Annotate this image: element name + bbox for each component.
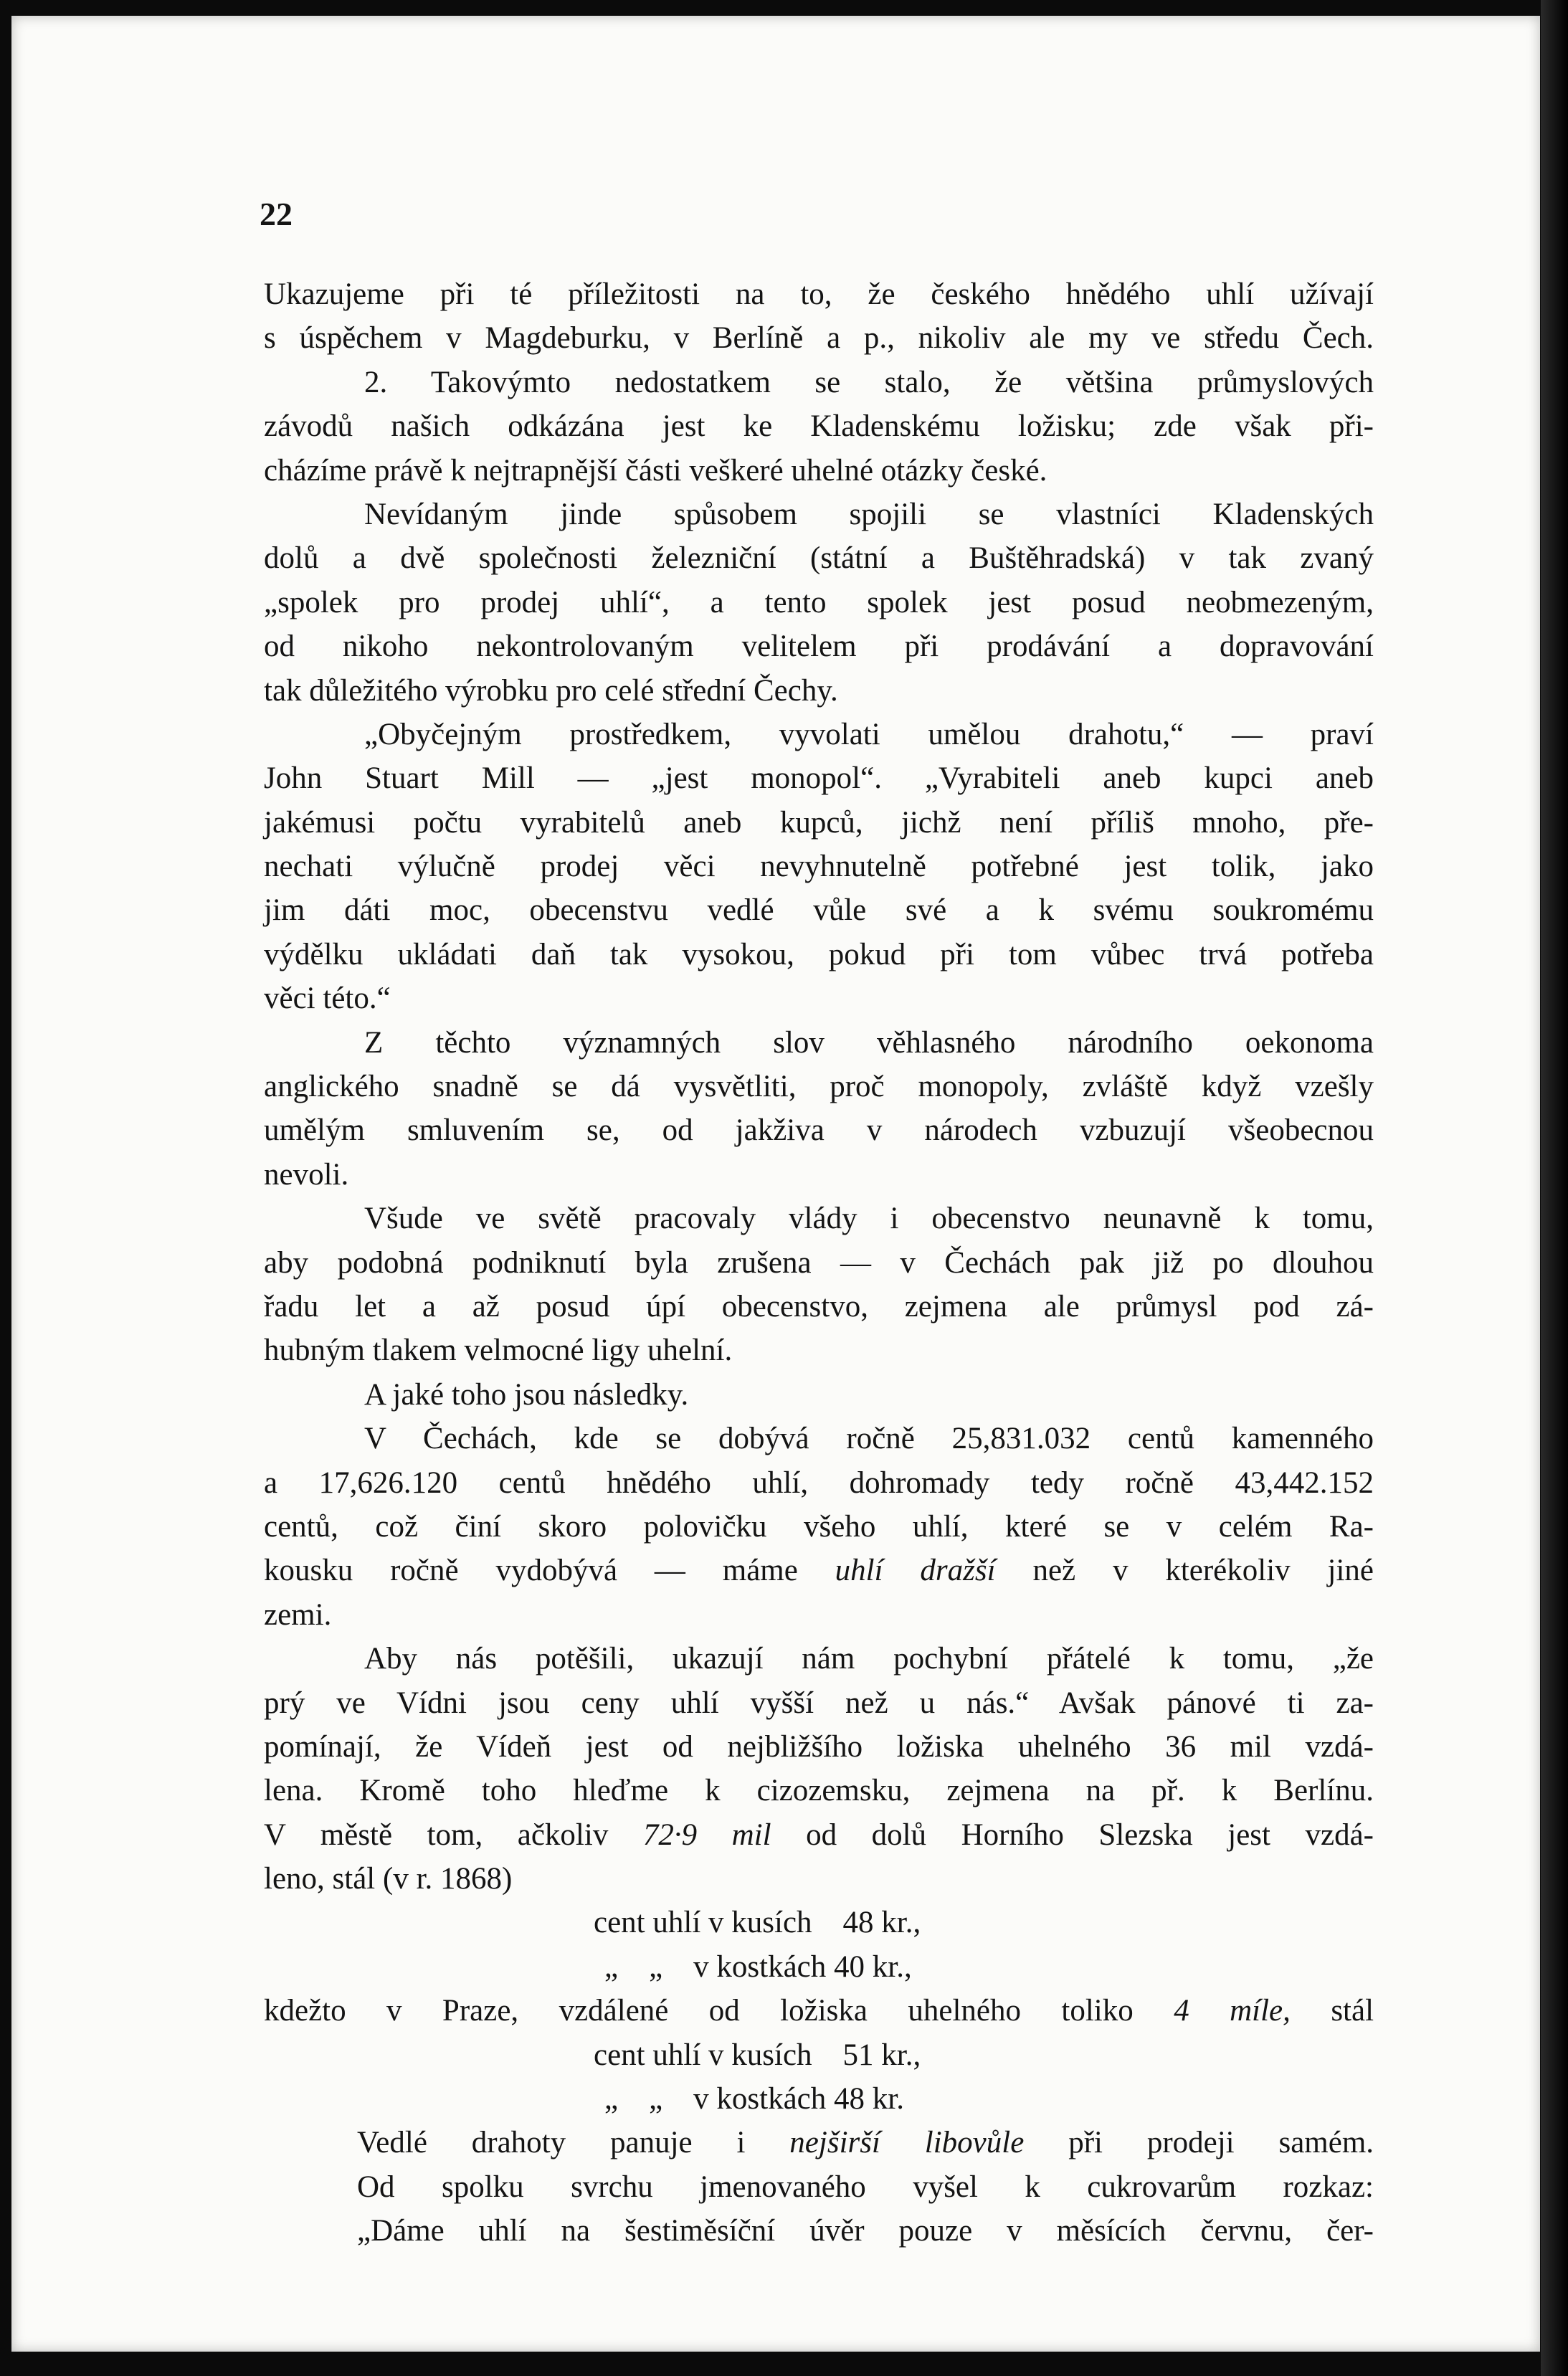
- text-line: V Čechách, kde se dobývá ročně 25,831.032 centů kamenného: [364, 1422, 1374, 1456]
- text-line: od nikoho nekontrolovaným velitelem při prodávání a dopravování: [264, 629, 1374, 664]
- text-line: Aby nás potěšili, ukazují nám pochybní přátelé k tomu, „že: [364, 1642, 1374, 1676]
- emphasis-text: 4 míle,: [1174, 1994, 1291, 2028]
- text-line: Od spolku svrchu jmenovaného vyšel k cukrovarům rozkaz:: [357, 2170, 1374, 2204]
- text-line: Nevídaným jinde spůsobem spojili se vlastníci Kladenských: [364, 497, 1374, 531]
- text-fragment: při prodeji samém.: [1068, 2126, 1374, 2160]
- text-line: zemi.: [264, 1597, 332, 1632]
- price-line: cent uhlí v kusích 51 kr.,: [594, 2038, 921, 2072]
- text-line: dolů a dvě společnosti železniční (státní a Buštěhradská) v tak zvaný: [264, 541, 1374, 576]
- text-line: jim dáti moc, obecenstvu vedlé vůle své a k svému soukromému: [264, 893, 1374, 928]
- text-line: „Dáme uhlí na šestiměsíční úvěr pouze v měsících červnu, čer-: [357, 2214, 1374, 2248]
- text-line: [264, 1549, 1374, 1592]
- text-line: prý ve Vídni jsou ceny uhlí vyšší než u nás.“ Avšak pánové ti za-: [264, 1686, 1374, 1720]
- text-line: nevoli.: [264, 1157, 349, 1192]
- text-line: A jaké toho jsou následky.: [364, 1377, 689, 1412]
- text-fragment: kousku ročně vydobývá — máme: [264, 1554, 798, 1588]
- text-line: „spolek pro prodej uhlí“, a tento spolek jest posud neobmezeným,: [264, 585, 1374, 619]
- text-line: pomínají, že Vídeň jest od nejbližšího ložiska uhelného 36 mil vzdá-: [264, 1729, 1374, 1764]
- page-number: 22: [260, 196, 293, 232]
- text-fragment: V městě tom, ačkoliv: [264, 1817, 609, 1852]
- emphasis-text: 72·9 mil: [642, 1817, 771, 1852]
- text-line: s úspěchem v Magdeburku, v Berlíně a p., nikoliv ale my ve středu Čech.: [264, 321, 1374, 356]
- text-line: Ukazujeme při té příležitosti na to, že českého hnědého uhlí užívají: [264, 277, 1374, 311]
- text-line: věci této.“: [264, 982, 391, 1016]
- text-line: lena. Kromě toho hleďme k cizozemsku, zejmena na př. k Berlínu.: [264, 1774, 1374, 1808]
- text-fragment: než v kterékoliv jiné: [1032, 1554, 1374, 1588]
- text-line: umělým smluvením se, od jakživa v národech vzbuzují všeobecnou: [264, 1113, 1374, 1148]
- text-line: závodů našich odkázána jest ke Kladenskému ložisku; zde však při-: [264, 409, 1374, 444]
- text-line: [264, 1813, 1374, 1857]
- text-line: řadu let a až posud úpí obecenstvo, zejmena ale průmysl pod zá-: [264, 1289, 1374, 1324]
- text-line: [264, 2121, 1374, 2164]
- text-line: 2. Takovýmto nedostatkem se stalo, že většina průmyslových: [364, 365, 1374, 399]
- text-line: [264, 1989, 1374, 2033]
- text-line: „Obyčejným prostředkem, vyvolati umělou drahotu,“ — praví: [364, 717, 1374, 751]
- text-line: aby podobná podniknutí byla zrušena — v Čechách pak již po dlouhou: [264, 1245, 1374, 1280]
- emphasis-text: nejširší libovůle: [789, 2126, 1025, 2160]
- scan-edge: [1541, 0, 1568, 2376]
- text-line: centů, což činí skoro polovičku všeho uhlí, které se v celém Ra-: [264, 1509, 1374, 1544]
- text-fragment: stál: [1331, 1994, 1374, 2028]
- text-line: cházíme právě k nejtrapnější části veškeré uhelné otázky české.: [264, 453, 1047, 488]
- text-line: anglického snadně se dá vysvětliti, proč monopoly, zvláště když vzešly: [264, 1070, 1374, 1104]
- text-fragment: Vedlé drahoty panuje i: [357, 2126, 746, 2160]
- text-line: nechati výlučně prodej věci nevyhnutelně potřebné jest tolik, jako: [264, 850, 1374, 884]
- text-fragment: od dolů Horního Slezska jest vzdá-: [806, 1817, 1374, 1852]
- text-line: leno, stál (v r. 1868): [264, 1862, 513, 1896]
- body-text: [264, 272, 1374, 2253]
- text-line: hubným tlakem velmocné ligy uhelní.: [264, 1334, 733, 1368]
- text-fragment: kdežto v Praze, vzdálené od ložiska uhelného toliko: [264, 1994, 1134, 2028]
- price-line: cent uhlí v kusích 48 kr.,: [594, 1906, 921, 1940]
- emphasis-text: uhlí dražší: [835, 1554, 996, 1588]
- text-line: a 17,626.120 centů hnědého uhlí, dohromady tedy ročně 43,442.152: [264, 1465, 1374, 1500]
- text-line: výdělku ukládati daň tak vysokou, pokud při tom vůbec trvá potřeba: [264, 937, 1374, 971]
- text-line: tak důležitého výrobku pro celé střední Čechy.: [264, 673, 838, 708]
- text-line: John Stuart Mill — „jest monopol“. „Vyrabiteli aneb kupci aneb: [264, 761, 1374, 796]
- text-line: Z těchto významných slov věhlasného národního oekonoma: [364, 1025, 1374, 1060]
- text-line: jakémusi počtu vyrabitelů aneb kupců, jichž není příliš mnoho, pře-: [264, 805, 1374, 840]
- text-line: Všude ve světě pracovaly vlády i obecenstvo neunavně k tomu,: [364, 1202, 1374, 1236]
- price-line: „ „ v kostkách 40 kr.,: [604, 1949, 912, 1984]
- price-line: „ „ v kostkách 48 kr.: [604, 2082, 904, 2116]
